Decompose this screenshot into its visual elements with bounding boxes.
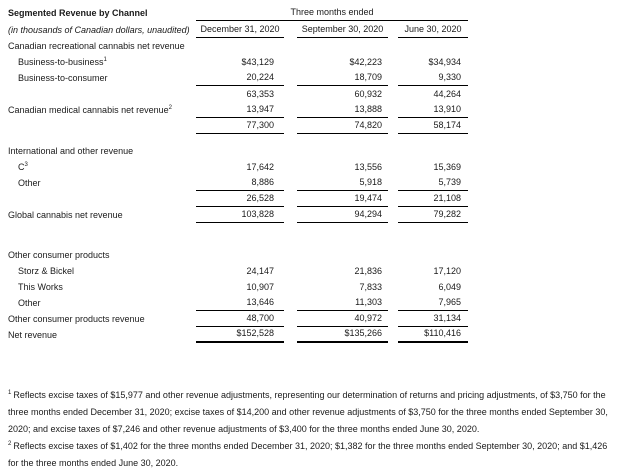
period-header: Three months ended [196,5,468,21]
table-row [0,247,629,263]
value-cell: 20,224 [196,70,284,86]
table-row [0,175,629,191]
row-label: Net revenue [8,330,58,340]
footnote-marker: 3 [24,162,28,168]
value-cell: 13,556 [354,162,382,172]
value-cell: 24,147 [246,266,274,276]
value-cell: $34,934 [428,57,461,67]
value-cell: 17,642 [246,162,274,172]
value-cell: 44,264 [433,89,461,99]
row-label: Other [18,298,41,308]
subtotal-row [0,86,629,102]
subtotal-row [0,118,629,134]
page-title: Segmented Revenue by Channel [8,8,148,18]
total-row [0,207,629,223]
net-revenue-row [0,327,629,343]
value-cell: 21,108 [398,191,468,207]
row-label: Canadian medical cannabis net revenue$^2$ [8,105,172,115]
table-header-row-2 [0,21,629,38]
table-row [0,38,629,54]
value-cell: 9,330 [398,70,468,86]
section-spacer [0,134,629,143]
value-cell: 5,739 [398,175,468,191]
section-label: Canadian recreational cannabis net revenue [8,41,185,51]
row-label: This Works [18,282,63,292]
table-row [0,263,629,279]
subtotal-row [0,191,629,207]
footnote-1: $^1$ Reflects excise taxes of $15,977 and other revenue adjustments, representing our determination of returns and pricing adjustments, of $3,750 for the three months ended December 31, 2020; excise taxes of $14,200 and other revenue adjustments of $3,750 for the three months ended September 30, 2020; and excise taxes of $7,246 and other revenue adjustments of $3,400 for the three months ended June 30, 2020. [8,390,608,434]
value-cell: 103,828 [196,207,284,223]
value-cell: 31,134 [398,311,468,327]
row-label: Other consumer products revenue [8,314,145,324]
table-row [0,70,629,86]
footnote-marker: 1 [8,390,12,396]
row-label: $C^3$ [18,162,28,172]
row-label: Other [18,178,41,188]
footnotes [0,387,622,471]
value-cell: $42,223 [349,57,382,67]
value-cell: 58,174 [398,118,468,134]
value-cell: 79,282 [398,207,468,223]
value-cell: 77,300 [196,118,284,134]
value-cell: 21,836 [354,266,382,276]
value-cell: 26,528 [196,191,284,207]
value-cell: 10,907 [246,282,274,292]
value-cell: 19,474 [297,191,388,207]
units-note: (in thousands of Canadian dollars, unaudited) [8,25,190,35]
footnote-2: $^2$ Reflects excise taxes of $1,402 for the three months ended December 31, 2020; $1,382 for the three months ended September 30, 2020; and $1,426 for the three months ended June 30, 2020. [8,441,608,468]
row-label: Business-to-consumer [18,73,108,83]
table-row [0,102,629,118]
row-label: Global cannabis net revenue [8,210,123,220]
value-cell: 13,888 [297,102,388,118]
value-cell: 13,947 [196,102,284,118]
value-cell: $110,416 [398,326,468,343]
value-cell: 13,910 [398,102,468,118]
value-cell: $43,129 [241,57,274,67]
row-label: Business-to-business$^1$ [18,57,107,67]
section-spacer [0,223,629,247]
value-cell: 6,049 [438,282,461,292]
section-label: International and other revenue [8,146,134,156]
value-cell: 15,369 [433,162,461,172]
value-cell: 13,646 [196,295,284,311]
table-row [0,295,629,311]
footnote-marker: 2 [8,441,12,447]
column-header-dec: December 31, 2020 [196,22,284,38]
table-row [0,143,629,159]
column-header-sep: September 30, 2020 [297,22,388,38]
value-cell: 11,303 [297,295,388,311]
value-cell: 5,918 [297,175,388,191]
table-row [0,54,629,70]
column-header-jun: June 30, 2020 [398,22,468,38]
row-label: Storz & Bickel [18,266,75,276]
value-cell: 94,294 [297,207,388,223]
value-cell: 7,833 [359,282,382,292]
value-cell: $152,528 [196,326,284,343]
value-cell: $135,266 [297,326,388,343]
value-cell: 7,965 [398,295,468,311]
total-row [0,311,629,327]
footnote-marker: 2 [168,105,172,111]
value-cell: 63,353 [246,89,274,99]
value-cell: 8,886 [196,175,284,191]
value-cell: 48,700 [196,311,284,327]
value-cell: 60,932 [354,89,382,99]
value-cell: 40,972 [297,311,388,327]
table-row [0,159,629,175]
value-cell: 17,120 [433,266,461,276]
footnote-marker: 1 [103,57,107,63]
value-cell: 18,709 [297,70,388,86]
table-header-row-1 [0,4,629,21]
section-label: Other consumer products [8,250,110,260]
table-row [0,279,629,295]
value-cell: 74,820 [297,118,388,134]
